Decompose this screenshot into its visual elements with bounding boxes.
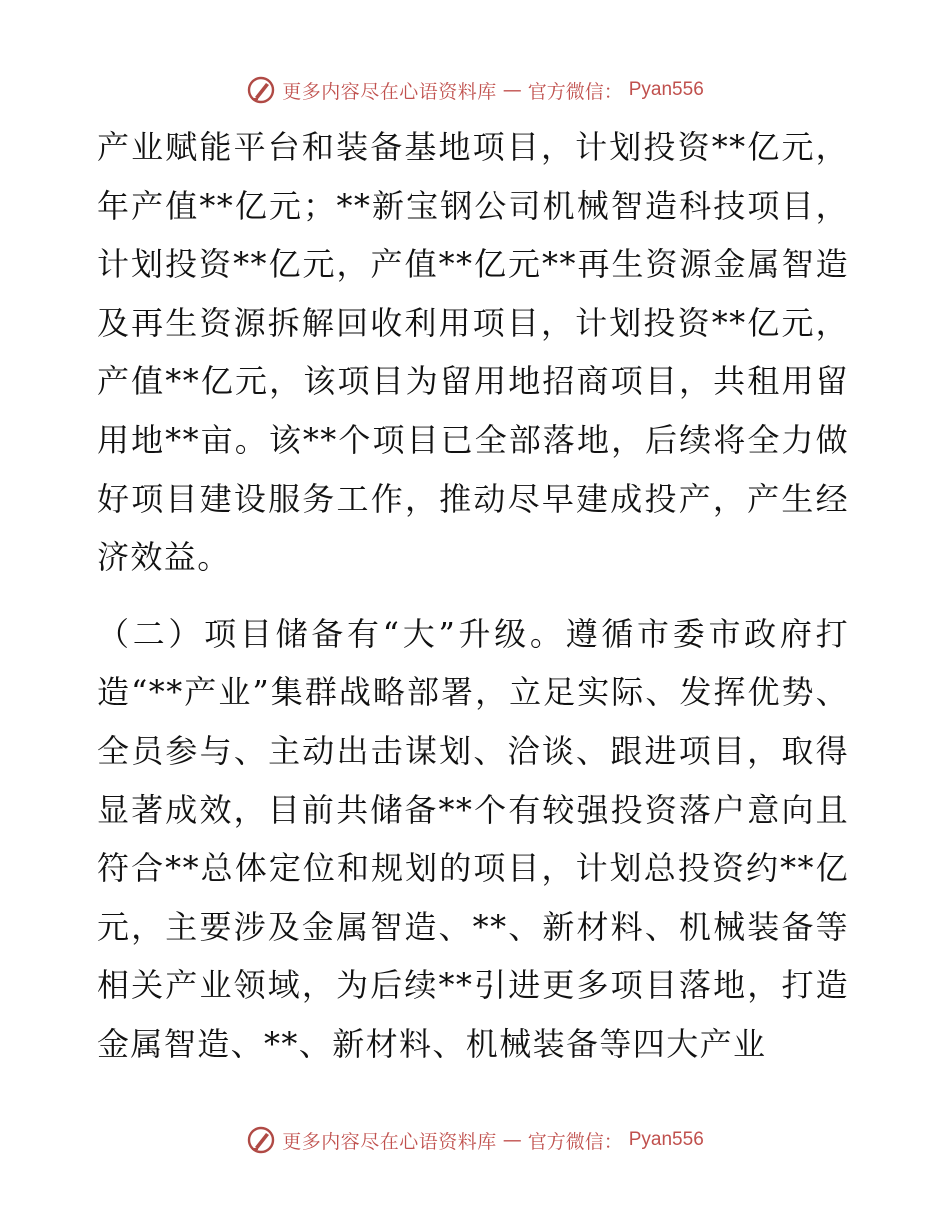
watermark-label: 官方微信： (527, 80, 623, 103)
document-body (97, 118, 849, 1074)
watermark-text: 更多内容尽在心语资料库 (282, 1130, 497, 1153)
quill-circle-logo-icon (246, 1125, 276, 1155)
paragraph-project-landing: 产业赋能平台和装备基地项目，计划投资**亿元，年产值**亿元；**新宝钢公司机械智造科技项目，计划投资**亿元，产值**亿元**再生资源金属智造及再生资源拆解回收利用项目，计划投资**亿元，产值**亿元，该项目为留用地招商项目，共租用留用地**亩。该**个项目已全部落地，后续将全力做好项目建设服务工作，推动尽早建成投产，产生经济效益。 (97, 128, 849, 577)
watermark-dash: — (502, 1129, 522, 1151)
paragraph-project-reserve: （二）项目储备有“大”升级。遵循市委市政府打造“**产业”集群战略部署，立足实际、发挥优势、全员参与、主动出击谋划、洽谈、跟进项目，取得显著成效，目前共储备**个有较强投资落户意向且符合**总体定位和规划的项目，计划总投资约**亿元，主要涉及金属智造、**、新材料、机械装备等相关产业领域，为后续**引进更多项目落地，打造金属智造、**、新材料、机械装备等四大产业 (97, 614, 849, 1063)
watermark-header (0, 72, 950, 108)
quill-circle-logo-icon (246, 75, 276, 105)
watermark-footer (0, 1122, 950, 1158)
watermark-wechat-id: Pyan556 (628, 1129, 704, 1150)
watermark-text: 更多内容尽在心语资料库 (282, 80, 497, 103)
watermark-dash: — (502, 79, 522, 101)
watermark-wechat-id: Pyan556 (628, 79, 704, 100)
watermark-label: 官方微信： (527, 1130, 623, 1153)
